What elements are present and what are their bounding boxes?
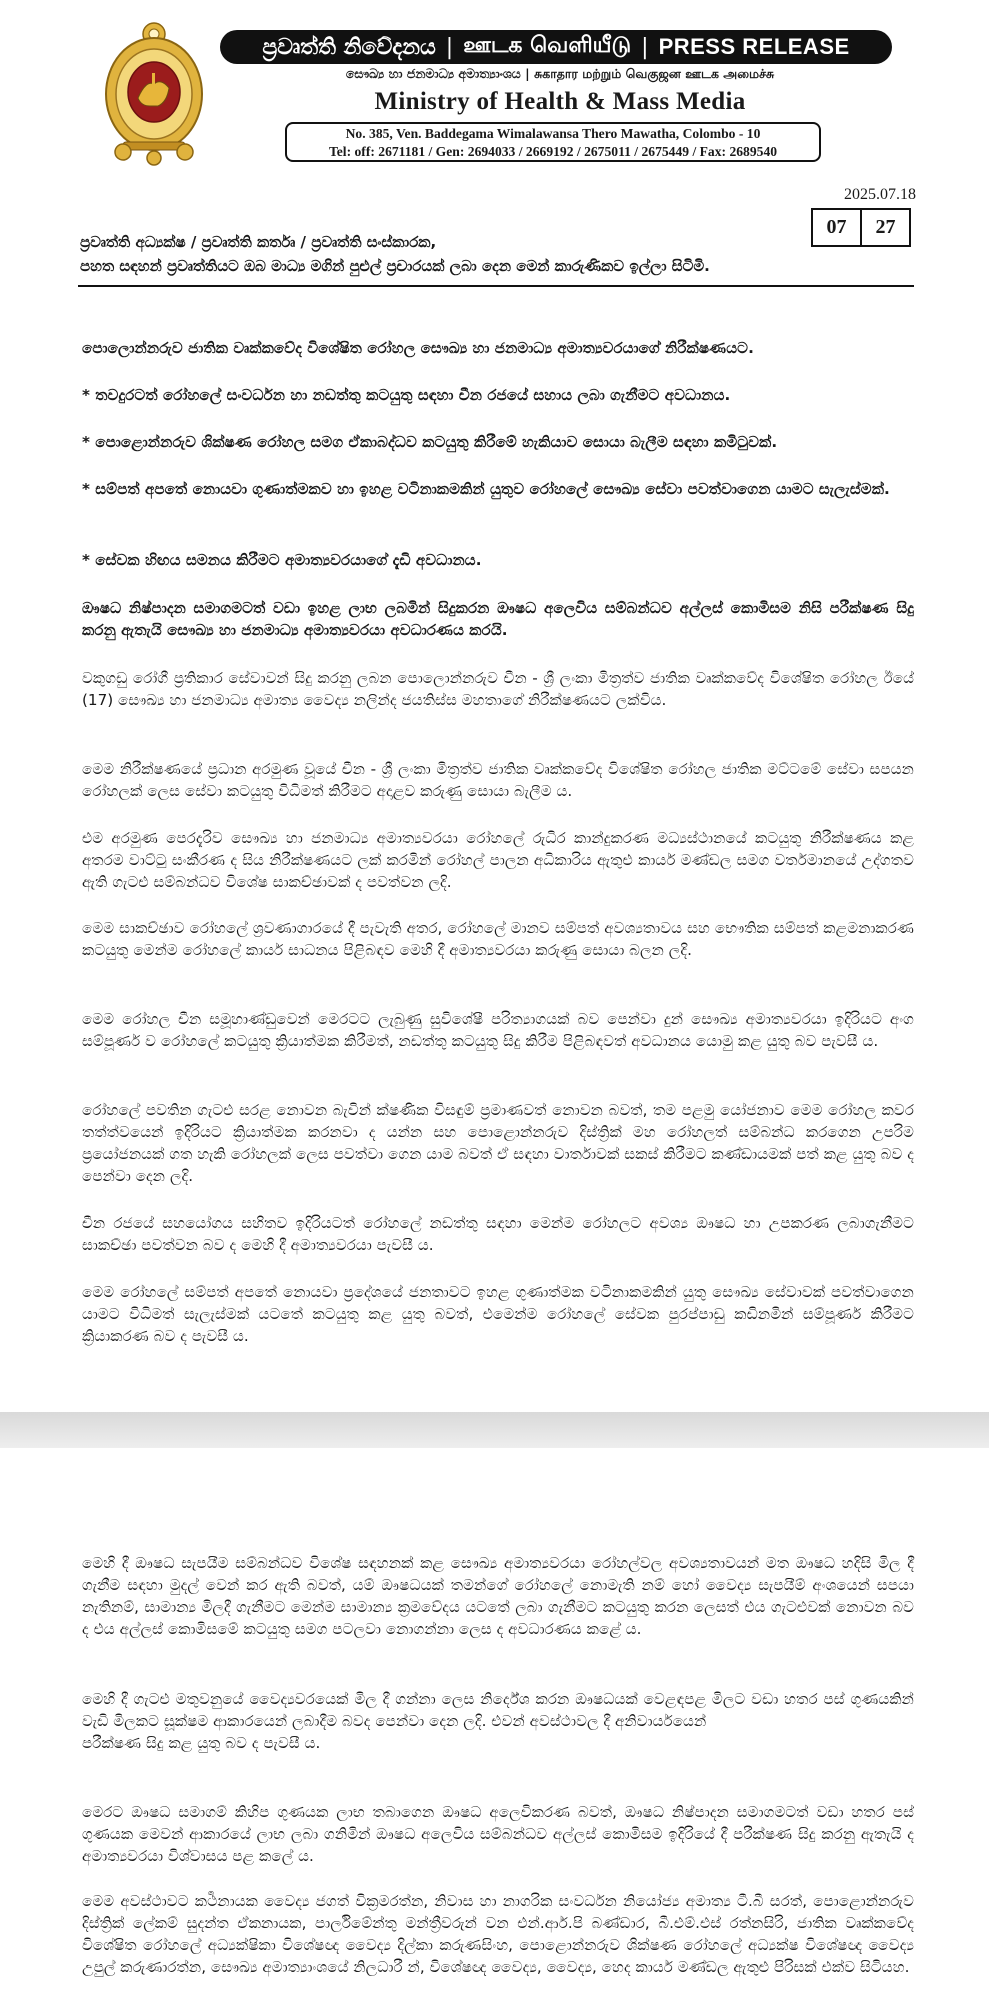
headline: පොලොන්නරුව ජාතික වෘක්කවේද විශේෂිත රෝහල සෞඛ්‍ය හා ජනමාධ්‍ය අමාත්‍යවරයාගේ නිරීක්ෂණයට. — [82, 339, 754, 357]
banner-separator: | — [445, 34, 454, 60]
bullet-point: * තවදුරටත් රෝහලේ සංවර්ධන හා නඩත්තු කටයුතු සඳහා චීන රජයේ සහාය ලබා ගැනීමට අවධානය. — [82, 386, 731, 404]
banner-sinhala: ප්‍රවෘත්ති නිවේදනය — [262, 34, 436, 60]
body-paragraph: මෙම අවස්ථාවට කර්‍ථනායක වෛද්‍ය ජගත් වික්‍රමරත්න, නිවාස හා නාගරික සංවර්ධන නියෝජ්‍ය අමාත්‍ය ටී.බී සරත්, පොළොන්නරුව දිස්ත්‍රික් ලේකම් සුදන්ත ඒකනායක, පාර්ලිමේන්තු මන්ත්‍රීවරුන් වන එන්.ආර්.පි බණ්ඩාර, බී.එම්.එස් රත්නසිරි, ජාතික වෘක්කවේද විශේෂිත රෝහලේ අධ්‍යක්ෂිකා විශේෂඥ වෛද්‍ය දිල්කා කරුණසිංහ, පොළොන්නරුව ශික්ෂණ රෝහලේ අධ්‍යක්ෂ විශේෂඥ වෛද්‍ය උපුල් කරුණාරත්න, සෞඛ්‍ය අමාත්‍යාංශයේ නිලධාරී න්, විශේෂඥ වෛද්‍ය, වෛද්‍ය, හෙද කාර්ය මණ්ඩල ඇතුළු පිරිසක් එක්ව සිටියහ. — [82, 1892, 914, 1976]
body-paragraph: රෝහලේ පවතින ගැටළු සරළ නොවන බැවින් ක්ෂණික විසඳුම් ප්‍රමාණවත් නොවන බවත්, තම පළමු යෝජනාව මෙම රෝහල කවර තත්ත්වයෙන් ඉදිරියට ක්‍රියාත්මක කරනවා ද යන්න සහ පොළොන්නරුව දිස්ත්‍රික් මහ රෝහලත් සම්බන්ධ කරගෙන උපරිම ප්‍රයෝජනයක් ගත හැකි රෝහලක් ලෙස පවත්වා ගෙන යාම බවත් ඒ සඳහා වාර්තාවක් සකස් කිරීමට කණ්ඩායමක් පත් කළ යුතු බව ද පෙන්වා දෙන ලදි. — [82, 1101, 915, 1185]
body-paragraph: මෙම රෝහල චීන සමූහාණ්ඩුවෙන් මෙරටට ලැබුණු සුවිශේෂී පරිත්‍යාගයක් බව පෙන්වා දුන් සෞඛ්‍ය අමාත්‍යවරයා ඉදිරියට අංග සම්පූර්ණ ව රෝහලේ කටයුතු ක්‍රියාත්මක කිරීමත්, නඩත්තු කටයුතු සිදු කිරීම පිළිබඳවත් අවධානය යොමු කළ යුතු බව පැවසී ය. — [82, 1010, 914, 1050]
press-release-page-2 — [0, 1448, 989, 2011]
bullet-point: * සම්පත් අපතේ නොයවා ගුණාත්මකව හා ඉහළ වටිනාකමකින් යුතුව රෝහලේ සෞඛ්‍ය සේවා පවත්වාගෙන යාමට සැලැස්මක්. — [82, 480, 890, 498]
ministry-name: Ministry of Health & Mass Media — [374, 88, 746, 115]
request-line: පහත සඳහන් ප්‍රවෘත්තියට ඔබ මාධ්‍ය මගින් පුළුල් ප්‍රචාරයක් ලබා දෙන මෙන් කාරුණිකව ඉල්ලා සිටිමි. — [80, 257, 710, 275]
body-paragraph: මෙම නිරීක්ෂණයේ ප්‍රධාන අරමුණ වූයේ චීන - ශ්‍රී ලංකා මිත්‍රත්ව ජාතික වෘක්කවේද විශේෂිත රෝහල ජාතික මට්ටමේ සේවා සපයන රෝහලක් ලෙස සේවා කටයුතු විධිමත් කිරීමට අදාළව කරුණු සොයා බැලීම ය. — [82, 760, 914, 800]
highlight-statement: ඖෂධ නිෂ්පාදන සමාගමටත් වඩා ඉහළ ලාභ ලබමින් සිදුකරන ඖෂධ අලෙවිය සම්බන්ධව අල්ලස් කොමිසම නිසි පරීක්ෂණ සිදු කරනු ඇතැයි සෞඛ්‍ය හා ජනමාධ්‍ය අමාත්‍යවරයා අවධාරණය කරයි. — [82, 599, 914, 639]
body-paragraph: වකුගඩු රෝගී ප්‍රතිකාර සේවාවන් සිදු කරනු ලබන පොලොන්නරුව චීන - ශ්‍රී ලංකා මිත්‍රත්ව ජාතික වෘක්කවේද විශේෂිත රෝහල ඊයේ (17) සෞඛ්‍ය හා ජනමාධ්‍ය අමාත්‍ය වෛද්‍ය නලින්ද ජයතිස්ස මහතාගේ නිරීක්ෂණයට ලක්විය. — [82, 669, 914, 709]
body-paragraph: මෙරට ඖෂධ සමාගම් කිහිප ගුණයක ලාභ තබාගෙන ඖෂධ අලෙවිකරණ බවත්, ඖෂධ නිෂ්පාදන සමාගමටත් වඩා හතර පස් ගුණයක මෙවන් ආකාරයේ ලාභ ලබා ගනිමින් ඖෂධ අලෙවිය සම්බන්ධව අල්ලස් කොමිසම ඉදිරියේ දී පරීක්ෂණ සිදු කරනු ඇතැයි ද අමාත්‍යවරයා විශ්වාසය පළ කලේ ය. — [82, 1803, 914, 1865]
ref-number: 27 — [860, 210, 909, 245]
ministry-address: No. 385, Ven. Baddegama Wimalawansa Thero Mawatha, Colombo - 10 — [345, 126, 761, 141]
bullet-point: * පොළොන්නරුව ශික්ෂණ රෝහල සමග ඒකාබද්ධව කටයුතු කිරීමේ හැකියාව සොයා බැලීම සඳහා කමිටුවක්. — [82, 433, 778, 451]
addressee-line: ප්‍රවෘත්ති අධ්‍යක්ෂ / ප්‍රවෘත්ති කර්තෘ / ප්‍රවෘත්ති සංස්කාරක, — [80, 233, 437, 251]
body-paragraph: මෙහි දී ඖෂධ සැපයීම සම්බන්ධව විශේෂ සඳහනක් කළ සෞඛ්‍ය අමාත්‍යවරයා රෝහල්වල අවශ්‍යතාවයන් මත ඖෂධ හදිසි මිල දී ගැනීම සඳහා මුදල් වෙන් කර ඇති බවත්, යම් ඖෂධයක් තමන්ගේ රෝහලේ නොමැති නම් හෝ වෛද්‍ය සැපයීම් අංශයෙන් සපයා නැතිනම්, සාමාන්‍ය මිලදී ගැනීමට මෙන්ම සාමාන්‍ය ක්‍රමවේදය යටතේ ලබා ගැනීමට කටයුතු කරන ලෙසත් එය ගැටළුවක් නොවන බව ද එය අල්ලස් කොමිසමේ කටයුතු සමග පටලවා නොගන්නා ලෙස ද අවධාරණය කළේ ය. — [82, 1554, 914, 1638]
body-paragraph: මෙහි දී ගැටළු මතුවනුයේ වෛද්‍යවරයෙක් මිල දී ගන්නා ලෙස නිර්දේශ කරන ඖෂධයක් වෙළඳපළ මිලට වඩා හතර පස් ගුණයකින් වැඩි මිලකට සූක්ෂම ආකාරයෙන් ලබාදීම බවද පෙන්වා දෙන ලදි. එවන් අවස්ථාවල දී අනිවාර්යයෙන් පරීක්ෂණ සිදු කළ යුතු බව ද පැවසී ය. — [82, 1690, 914, 1752]
body-paragraph: චීන රජයේ සහයෝගය සහිතව ඉදිරියටත් රෝහලේ නඩත්තු සඳහා මෙන්ම රෝහලට අවශ්‍ය ඖෂධ හා උපකරණ ලබාගැනීමට සාකච්ඡා පවත්වන බව ද මෙහි දී අමාත්‍යවරයා පැවසී ය. — [82, 1214, 914, 1254]
bullet-point: * සේවක හිඟය සමනය කිරීමට අමාත්‍යවරයාගේ දැඩි අවධානය. — [82, 551, 482, 569]
press-release-banner — [220, 30, 892, 64]
reference-number-box — [811, 208, 911, 247]
body-paragraph: මෙම රෝහලේ සම්පත් අපතේ නොයවා ප්‍රදේශයේ ජනතාවට ඉහළ ගුණාත්මක වටිනාකමකින් යුතු සෞඛ්‍ය සේවාවක් පවත්වාගෙන යාමට විධිමත් සැලැස්මක් යටතේ කටයුතු කළ යුතු බවත්, එමෙන්ම රෝහලේ සේවක පුරප්පාඩු කඩිනමින් සම්පූර්ණ කිරීමට ක්‍රියාකරණ බව ද පැවසී ය. — [82, 1283, 914, 1345]
ministry-subline: සෞඛ්‍ය හා ජනමාධ්‍ය අමාත්‍යාංශය | சுகாதார மற்றும் வெகுஜன ஊடக அமைச்சு — [345, 66, 775, 81]
body-paragraph: මෙම සාකච්ඡාව රෝහලේ ශ්‍රවණාගාරයේ දී පැවැති අතර, රෝහලේ මානව සම්පත් අවශ්‍යතාවය සහ භෞතික සම්පත් කළමනාකරණ කටයුතු මෙන්ම රෝහලේ කාර්ය සාධනය පිළිබඳව මෙහි දී අමාත්‍යවරයා කරුණු සොයා බලන ලදි. — [82, 919, 914, 959]
release-date: 2025.07.18 — [844, 186, 916, 203]
sri-lanka-national-emblem-icon — [101, 18, 207, 172]
header-divider — [78, 285, 914, 287]
ministry-phones: Tel: off: 2671181 / Gen: 2694033 / 2669192 / 2675011 / 2675449 / Fax: 2689540 — [328, 144, 778, 159]
ref-month: 07 — [826, 216, 847, 238]
address-box — [285, 122, 821, 162]
body-paragraph: එම අරමුණ පෙරදැරිව සෞඛ්‍ය හා ජනමාධ්‍ය අමාත්‍යවරයා රෝහලේ රුධිර කාන්දුකරණ මධ්‍යස්ථානයේ කටයුතු නිරීක්ෂණය කළ අතරම වාට්ටු සංකීරණ ද සිය නිරීක්ෂණයට ලක් කරමින් රෝහල් පාලන අධිකාරිය ඇතුළු කාර්ය මණ්ඩල සමග වර්තමානයේ උද්ගතව ඇති ගැටළු සම්බන්ධව විශේෂ සාකච්ඡාවක් ද පවත්වන ලදි. — [82, 829, 914, 891]
banner-separator: | — [641, 34, 649, 60]
banner-tamil: ஊடக வெளியீடு — [463, 33, 632, 58]
banner-english: PRESS RELEASE — [658, 34, 850, 59]
page-break — [0, 1412, 989, 1448]
